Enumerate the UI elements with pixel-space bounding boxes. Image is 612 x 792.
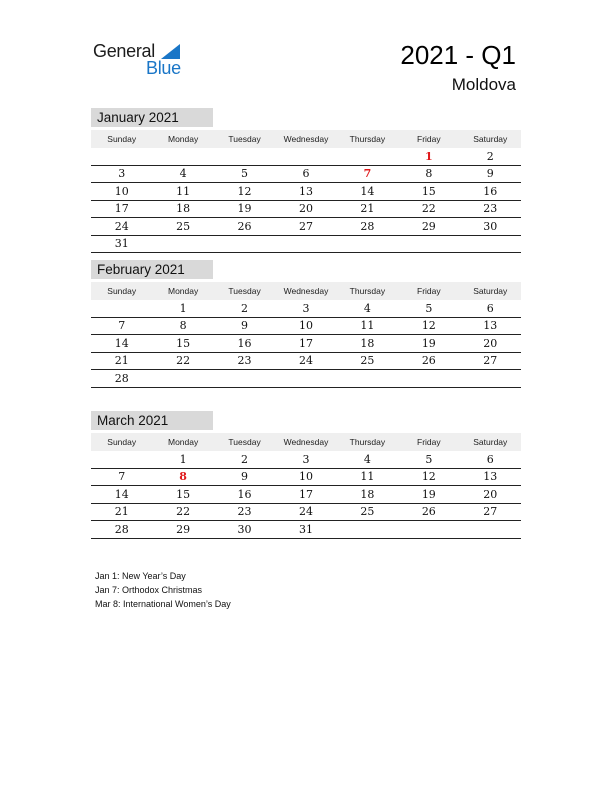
week-row	[91, 451, 521, 468]
weekday-header: Thursday	[337, 433, 398, 451]
day-cell: 16	[214, 486, 275, 504]
holiday-day-cell: 1	[398, 148, 459, 165]
day-cell: 5	[214, 165, 275, 183]
holiday-note: Jan 7: Orthodox Christmas	[95, 585, 203, 595]
empty-day-cell	[460, 235, 521, 253]
holiday-note: Jan 1: New Year’s Day	[95, 571, 186, 581]
day-cell: 15	[152, 335, 213, 353]
logo-blue-text: Blue	[146, 58, 181, 78]
day-cell: 5	[398, 451, 459, 468]
day-cell: 18	[337, 486, 398, 504]
holiday-day-cell: 8	[152, 468, 213, 486]
day-cell: 17	[275, 486, 336, 504]
day-cell: 26	[398, 352, 459, 370]
logo-triangle-icon	[161, 44, 180, 59]
week-row	[91, 183, 521, 201]
weekday-header: Monday	[152, 433, 213, 451]
empty-day-cell	[91, 148, 152, 165]
day-cell: 1	[152, 451, 213, 468]
calendar-grid	[91, 130, 521, 253]
empty-day-cell	[460, 521, 521, 539]
day-cell: 3	[275, 300, 336, 317]
day-cell: 3	[275, 451, 336, 468]
month-march	[91, 411, 521, 539]
week-row	[91, 503, 521, 521]
empty-day-cell	[398, 235, 459, 253]
weekday-header: Monday	[152, 130, 213, 148]
weekday-header: Saturday	[460, 282, 521, 300]
day-cell: 2	[214, 451, 275, 468]
day-cell: 13	[460, 468, 521, 486]
day-cell: 4	[337, 451, 398, 468]
day-cell: 9	[214, 317, 275, 335]
week-row	[91, 521, 521, 539]
day-cell: 24	[275, 503, 336, 521]
week-row	[91, 218, 521, 236]
empty-day-cell	[91, 300, 152, 317]
empty-day-cell	[398, 370, 459, 388]
day-cell: 28	[337, 218, 398, 236]
empty-day-cell	[275, 235, 336, 253]
day-cell: 15	[152, 486, 213, 504]
weekday-header: Friday	[398, 130, 459, 148]
day-cell: 9	[214, 468, 275, 486]
day-cell: 18	[337, 335, 398, 353]
day-cell: 1	[152, 300, 213, 317]
week-row	[91, 165, 521, 183]
day-cell: 28	[91, 370, 152, 388]
day-cell: 22	[152, 352, 213, 370]
day-cell: 14	[337, 183, 398, 201]
day-cell: 10	[91, 183, 152, 201]
logo	[93, 41, 203, 81]
day-cell: 23	[214, 503, 275, 521]
day-cell: 23	[214, 352, 275, 370]
day-cell: 3	[91, 165, 152, 183]
day-cell: 19	[398, 335, 459, 353]
day-cell: 4	[152, 165, 213, 183]
day-cell: 12	[214, 183, 275, 201]
week-row	[91, 335, 521, 353]
page-title: 2021 - Q1	[400, 40, 516, 70]
day-cell: 13	[460, 317, 521, 335]
day-cell: 27	[460, 503, 521, 521]
week-row	[91, 486, 521, 504]
weekday-header: Thursday	[337, 130, 398, 148]
day-cell: 11	[337, 468, 398, 486]
empty-day-cell	[337, 235, 398, 253]
empty-day-cell	[152, 148, 213, 165]
weekday-header: Tuesday	[214, 130, 275, 148]
day-cell: 4	[337, 300, 398, 317]
day-cell: 20	[460, 486, 521, 504]
week-row	[91, 300, 521, 317]
day-cell: 18	[152, 200, 213, 218]
day-cell: 26	[398, 503, 459, 521]
day-cell: 24	[275, 352, 336, 370]
month-february	[91, 260, 521, 388]
holiday-day-cell: 7	[337, 165, 398, 183]
day-cell: 24	[91, 218, 152, 236]
day-cell: 30	[460, 218, 521, 236]
day-cell: 22	[152, 503, 213, 521]
empty-day-cell	[398, 521, 459, 539]
day-cell: 17	[91, 200, 152, 218]
day-cell: 12	[398, 468, 459, 486]
day-cell: 13	[275, 183, 336, 201]
empty-day-cell	[275, 370, 336, 388]
day-cell: 26	[214, 218, 275, 236]
day-cell: 27	[275, 218, 336, 236]
day-cell: 2	[460, 148, 521, 165]
week-row	[91, 148, 521, 165]
day-cell: 9	[460, 165, 521, 183]
day-cell: 22	[398, 200, 459, 218]
day-cell: 20	[460, 335, 521, 353]
day-cell: 16	[460, 183, 521, 201]
day-cell: 30	[214, 521, 275, 539]
month-title: March 2021	[91, 411, 213, 430]
week-row	[91, 352, 521, 370]
empty-day-cell	[214, 148, 275, 165]
day-cell: 15	[398, 183, 459, 201]
weekday-header: Wednesday	[275, 282, 336, 300]
day-cell: 6	[460, 451, 521, 468]
weekday-header-row	[91, 433, 521, 451]
empty-day-cell	[275, 148, 336, 165]
day-cell: 21	[91, 503, 152, 521]
empty-day-cell	[337, 370, 398, 388]
week-row	[91, 235, 521, 253]
empty-day-cell	[152, 235, 213, 253]
empty-day-cell	[337, 148, 398, 165]
weekday-header: Monday	[152, 282, 213, 300]
holiday-notes	[95, 569, 231, 611]
week-row	[91, 468, 521, 486]
weekday-header: Tuesday	[214, 282, 275, 300]
day-cell: 21	[337, 200, 398, 218]
day-cell: 17	[275, 335, 336, 353]
week-row	[91, 200, 521, 218]
month-title: January 2021	[91, 108, 213, 127]
day-cell: 16	[214, 335, 275, 353]
day-cell: 25	[337, 503, 398, 521]
weekday-header: Wednesday	[275, 433, 336, 451]
empty-day-cell	[214, 235, 275, 253]
day-cell: 28	[91, 521, 152, 539]
weekday-header: Friday	[398, 433, 459, 451]
empty-day-cell	[152, 370, 213, 388]
day-cell: 29	[152, 521, 213, 539]
day-cell: 25	[337, 352, 398, 370]
day-cell: 27	[460, 352, 521, 370]
empty-day-cell	[337, 521, 398, 539]
day-cell: 20	[275, 200, 336, 218]
weekday-header: Sunday	[91, 282, 152, 300]
weekday-header: Saturday	[460, 433, 521, 451]
day-cell: 12	[398, 317, 459, 335]
day-cell: 7	[91, 317, 152, 335]
day-cell: 8	[152, 317, 213, 335]
country-name: Moldova	[451, 75, 516, 94]
day-cell: 14	[91, 486, 152, 504]
month-title: February 2021	[91, 260, 213, 279]
weekday-header: Sunday	[91, 130, 152, 148]
empty-day-cell	[91, 451, 152, 468]
day-cell: 19	[214, 200, 275, 218]
weekday-header: Saturday	[460, 130, 521, 148]
week-row	[91, 370, 521, 388]
day-cell: 31	[275, 521, 336, 539]
weekday-header: Wednesday	[275, 130, 336, 148]
empty-day-cell	[460, 370, 521, 388]
logo-general-text: General	[93, 41, 155, 61]
day-cell: 6	[460, 300, 521, 317]
day-cell: 2	[214, 300, 275, 317]
day-cell: 29	[398, 218, 459, 236]
weekday-header: Friday	[398, 282, 459, 300]
day-cell: 8	[398, 165, 459, 183]
day-cell: 7	[91, 468, 152, 486]
empty-day-cell	[214, 370, 275, 388]
weekday-header-row	[91, 282, 521, 300]
calendar-grid	[91, 282, 521, 388]
day-cell: 25	[152, 218, 213, 236]
day-cell: 19	[398, 486, 459, 504]
holiday-note: Mar 8: International Women’s Day	[95, 599, 231, 609]
day-cell: 11	[337, 317, 398, 335]
day-cell: 23	[460, 200, 521, 218]
day-cell: 5	[398, 300, 459, 317]
weekday-header: Tuesday	[214, 433, 275, 451]
day-cell: 31	[91, 235, 152, 253]
day-cell: 10	[275, 468, 336, 486]
month-january	[91, 108, 521, 253]
day-cell: 21	[91, 352, 152, 370]
day-cell: 11	[152, 183, 213, 201]
day-cell: 14	[91, 335, 152, 353]
week-row	[91, 317, 521, 335]
day-cell: 6	[275, 165, 336, 183]
weekday-header-row	[91, 130, 521, 148]
calendar-grid	[91, 433, 521, 539]
weekday-header: Thursday	[337, 282, 398, 300]
day-cell: 10	[275, 317, 336, 335]
weekday-header: Sunday	[91, 433, 152, 451]
